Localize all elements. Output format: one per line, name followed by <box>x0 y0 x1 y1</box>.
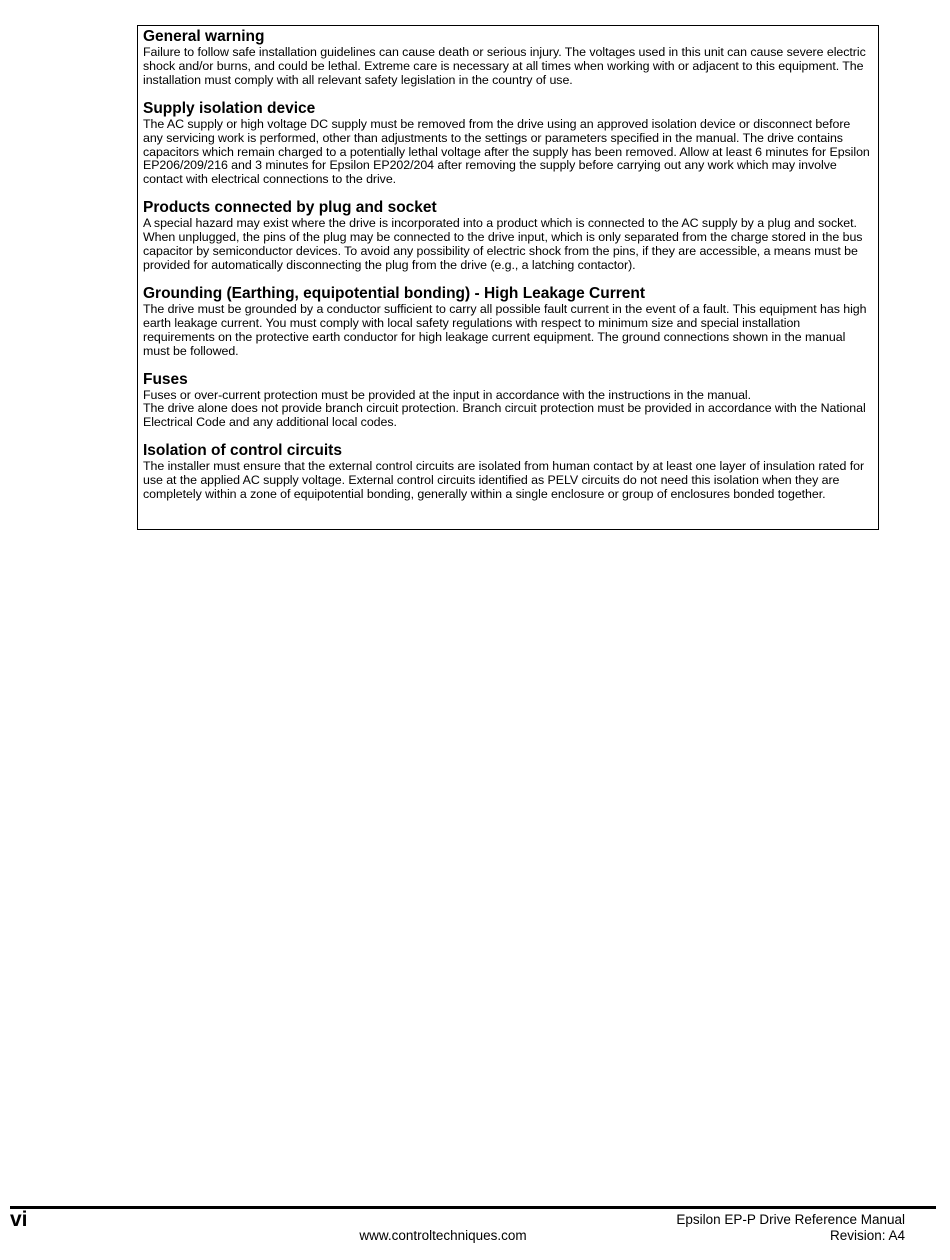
section-general-warning <box>143 28 870 88</box>
section-heading: Grounding (Earthing, equipotential bonding) - High Leakage Current <box>143 284 646 302</box>
section-heading: Isolation of control circuits <box>143 442 342 460</box>
section-supply-isolation-device <box>143 100 870 188</box>
revision-label: Revision: A4 <box>829 1228 905 1243</box>
section-body: The drive must be grounded by a conductor sufficient to carry all possible fault current in the event of a fault. This equipment has high earth leakage current. You must comply with local safety regulations with respect to minimum size and special installation requirements on the protective earth conductor for high leakage current equipment. The ground connections shown in the manual must be followed. <box>143 301 867 358</box>
section-plug-and-socket <box>143 199 870 273</box>
section-body: A special hazard may exist where the drive is incorporated into a product which is connected to the AC supply by a plug and socket. When unplugged, the pins of the plug may be connected to the drive input, which is only separated from the charge stored in the bus capacitor by semiconductor devices. To avoid any possibility of electric shock from the pins, if they are accessible, a means must be provided for automatically disconnecting the plug from the drive (e.g., a latching contactor). <box>143 216 863 272</box>
section-body: Failure to follow safe installation guidelines can cause death or serious injury. The voltages used in this unit can cause severe electric shock and/or burns, and could be lethal. Extreme care is necessary at all times when working with or adjacent to this equipment. The installation must comply with all relevant safety legislation in the country of use. <box>143 45 866 87</box>
section-fuses <box>143 371 870 431</box>
page-number: vi <box>10 1208 28 1231</box>
website-link[interactable]: www.controltechniques.com <box>359 1228 527 1243</box>
section-isolation-control-circuits <box>143 442 870 502</box>
section-heading: General warning <box>143 28 265 45</box>
footer-divider <box>10 1206 936 1209</box>
section-body-continued: The drive alone does not provide branch circuit protection. Branch circuit protection must be provided in accordance with the National Electrical Code and any additional local codes. <box>143 401 866 430</box>
section-body: Fuses or over-current protection must be provided at the input in accordance with the instructions in the manual. <box>143 387 752 402</box>
safety-warning-box <box>137 25 879 530</box>
section-heading: Fuses <box>143 370 188 388</box>
section-body: The installer must ensure that the external control circuits are isolated from human contact by at least one layer of insulation rated for use at the applied AC supply voltage. External control circuits identified as PELV circuits do not need this isolation when they are completely within a zone of equipotential bonding, generally within a single enclosure or group of enclosures bonded together. <box>143 459 865 502</box>
section-heading: Products connected by plug and socket <box>143 199 437 217</box>
section-grounding <box>143 285 870 359</box>
section-heading: Supply isolation device <box>143 99 316 117</box>
section-body: The AC supply or high voltage DC supply must be removed from the drive using an approved isolation device or disconnect before any servicing work is performed, other than adjustments to the settings or parameters specified in the manual. The drive contains capacitors which remain charged to a potentially lethal voltage after the supply has been removed. Allow at least 6 minutes for Epsilon EP206/209/216 and 3 minutes for Epsilon EP202/204 after removing the supply before carrying out any work which may involve contact with electrical connections to the drive. <box>143 116 870 187</box>
manual-title: Epsilon EP-P Drive Reference Manual <box>676 1212 905 1227</box>
